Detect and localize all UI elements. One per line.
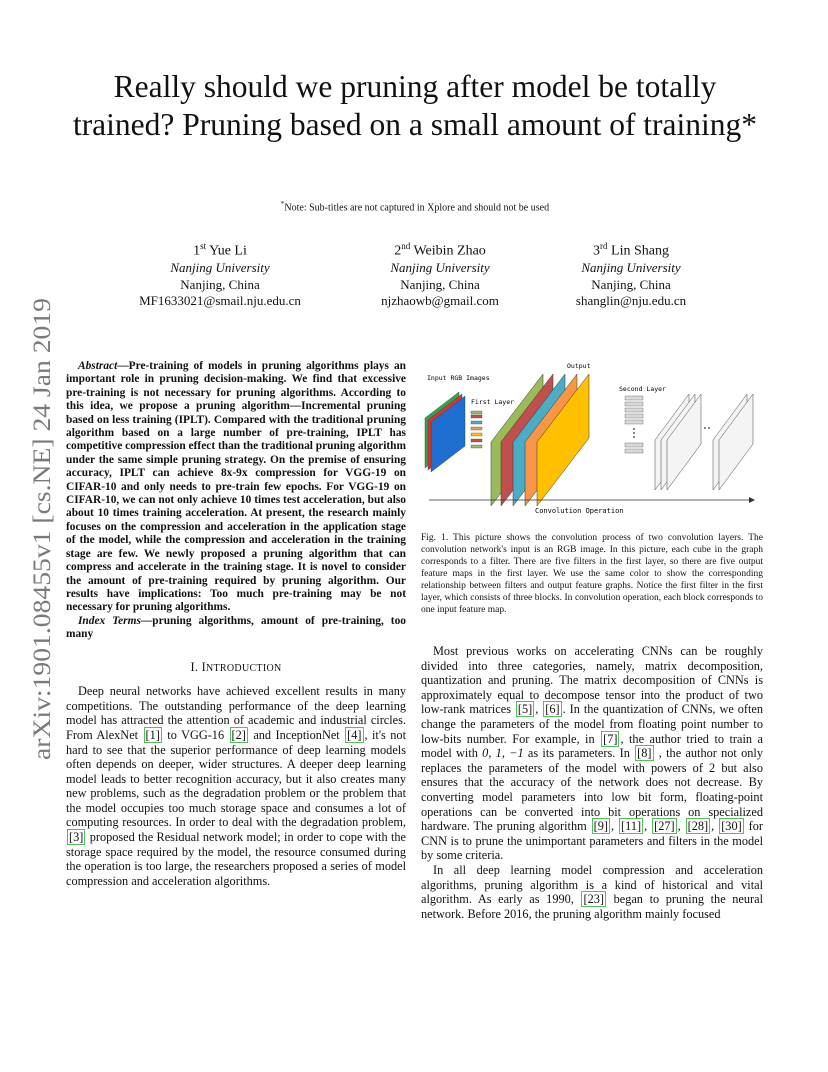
author-3-name-line: 3rd Lin Shang xyxy=(593,241,669,259)
title-note xyxy=(110,200,720,213)
intro-paragraph: Deep neural networks have achieved excellent results in many competitions. The outstanding performance of the deep learning model has attracted the attention of academic and industrial circles. From AlexNet [1] to VGG-16 [2] and InceptionNet [4] , it's not hard to see that the superior performance of deep learning models often depends on deeper, wider structures. A deeper deep learning model leads to better recognition accuracy, but it also creates many new problems, such as the degradation problem or the problem that the model occupies too much storage space and consumes a lot of computing resources. In order to deal with the degradation problem, [3] proposed the Residual network model; in order to cope with the storage space required by the model, the resource consumed during the operation is too large, the researchers proposed a series of model compression and acceleration algorithms. xyxy=(66,684,406,888)
index-terms-label: Index Terms xyxy=(78,614,141,627)
right-paragraph-2: In all deep learning model compression and acceleration algorithms, pruning algorithm is a kind of historical and vital algorithm. As early as 1990, [23] began to pruning the neural network. Before 2016, the pruning algorithm mainly focused xyxy=(421,862,763,921)
right-paragraph-1: Most previous works on accelerating CNNs can be roughly divided into three categories, namely, matrix decomposition, quantization and pruning. The matrix decomposition of CNNs is approximately equal to decompose tensor into the product of two low-rank matrices [5] , [6] . In the quantization of CNNs, we often change the parameters of the model from floating point number to low-bits number. For example, in [7] , the author tried to train a model with 0, 1, −1 as its parameters. In [8] , the author not only replaces the parameters of the model with powers of 2 but also ensures that the accuracy of the network does not decrease. By converting model parameters into low bit form, floating-point operations can be converted into bit operations on specialized hardware. The pruning algorithm [9] , [11] , [27] , [28] , [30] for CNN is to prune the unimportant parameters and filters in the model by some criteria. xyxy=(421,644,764,863)
right-column xyxy=(421,360,763,921)
abstract-text: —Pre-training of models in pruning algorithms plays an important role in pruning decision-making. We find that excessive pre-training is not necessary for pruning algorithms. According to this idea, we propose a pruning algorithm—Incremental pruning based on less training (IPLT). Compared with the traditional pruning algorithm based on a large number of pre-training, IPLT has competitive compression effect than the traditional pruning algorithm under the same simple pruning strategy. On the premise of ensuring accuracy, IPLT can achieve 8x-9x compression for VGG-19 on CIFAR-10 and only needs to pre-train few epochs. For VGG-19 on CIFAR-10, we can not only achieve 10 times test acceleration, but also about 10 times training acceleration. At present, the research mainly focuses on the compression and acceleration in the application stage of the model, while the compression and acceleration in the training stage are few. We newly proposed a pruning algorithm that can compress and accelerate in the training stage. It is novel to consider the amount of pre-training required by pruning algorithm. Our results have implications: Too much pre-training may be not necessary for pruning algorithms. xyxy=(66,360,406,614)
label-first-layer: First Layer xyxy=(471,398,515,406)
paper-title: Really should we pruning after model be totally trained? Pruning based on a small amount of training* xyxy=(72,69,758,142)
label-second-layer: Second Layer xyxy=(619,385,666,393)
author-3-email[interactable]: shanglin@nju.edu.cn xyxy=(575,293,687,309)
citation-link[interactable]: [7] xyxy=(603,731,618,746)
author-3-location: Nanjing, China xyxy=(591,276,671,292)
author-1-affiliation: Nanjing University xyxy=(170,260,270,276)
citation-link[interactable]: [3] xyxy=(69,830,84,845)
citation-link[interactable]: [30] xyxy=(721,819,742,834)
citation-link[interactable]: [6] xyxy=(545,702,560,717)
right-body xyxy=(421,644,763,921)
inline-math: 0, 1, −1 xyxy=(482,746,524,761)
author-3-affiliation: Nanjing University xyxy=(581,260,681,276)
citation-link[interactable]: [1] xyxy=(145,727,160,742)
citation-link[interactable]: [8] xyxy=(637,746,652,761)
first-layer-filters xyxy=(471,411,482,448)
convolution-diagram xyxy=(421,360,763,520)
convolution-arrow-head xyxy=(749,497,755,503)
second-layer-outputs xyxy=(655,394,753,490)
citation-link[interactable]: [2] xyxy=(231,727,246,742)
author-2-affiliation: Nanjing University xyxy=(390,260,490,276)
citation-link[interactable]: [28] xyxy=(687,819,709,834)
citation-link[interactable]: [27] xyxy=(654,819,675,834)
index-terms-text: —pruning algorithms, amount of pre-training, too many xyxy=(66,614,406,641)
abstract xyxy=(66,360,406,615)
title-note-mark: * xyxy=(280,200,285,208)
author-1-email[interactable]: MF1633021@smail.nju.edu.cn xyxy=(139,293,301,309)
arxiv-stamp xyxy=(8,290,64,770)
section-heading-introduction: I. INTRODUCTION xyxy=(190,659,282,674)
author-2 xyxy=(330,238,550,310)
second-layer-filters xyxy=(625,396,643,453)
citation-link[interactable]: [5] xyxy=(517,702,533,717)
figure-caption: Fig. 1. This picture shows the convolution process of two convolution layers. The convolution network's input is an RGB image. In this picture, each cube in the graph corresponds to a filter. There are five filters in the first layer, so there are five output feature maps in the first layer. We use the same color to show the corresponding relationship between filters and output feature graphs. Notice the first filter in the first layer, which consists of three blocks. In convolution operation, each block corresponds to one input feature map. xyxy=(421,533,763,615)
citation-link[interactable]: [23] xyxy=(583,892,604,907)
author-1-location: Nanjing, China xyxy=(180,276,260,292)
citation-link[interactable]: [4] xyxy=(347,727,362,742)
citation-link[interactable]: [9] xyxy=(593,819,608,834)
index-terms xyxy=(66,615,406,642)
arxiv-stamp-text: arXiv:1901.08455v1 [cs.NE] 24 Jan 2019 xyxy=(29,342,56,760)
author-2-name-line: 2nd Weibin Zhao xyxy=(394,241,486,259)
author-3 xyxy=(521,238,741,310)
left-column xyxy=(66,360,406,888)
author-2-email[interactable]: njzhaowb@gmail.com xyxy=(381,293,499,309)
title-note-text: Note: Sub-titles are not captured in Xplore and should not be used xyxy=(284,202,550,214)
abstract-label: Abstract xyxy=(78,360,118,372)
label-input-images: Input RGB Images xyxy=(427,374,490,382)
author-1-name-line: 1st Yue Li xyxy=(193,241,247,259)
author-2-location: Nanjing, China xyxy=(400,276,480,292)
author-1 xyxy=(110,238,330,310)
citation-link[interactable]: [11] xyxy=(621,819,642,834)
label-convolution-operation: Convolution Operation xyxy=(535,507,624,515)
figure-1 xyxy=(421,360,763,520)
label-output: Output xyxy=(567,362,591,370)
